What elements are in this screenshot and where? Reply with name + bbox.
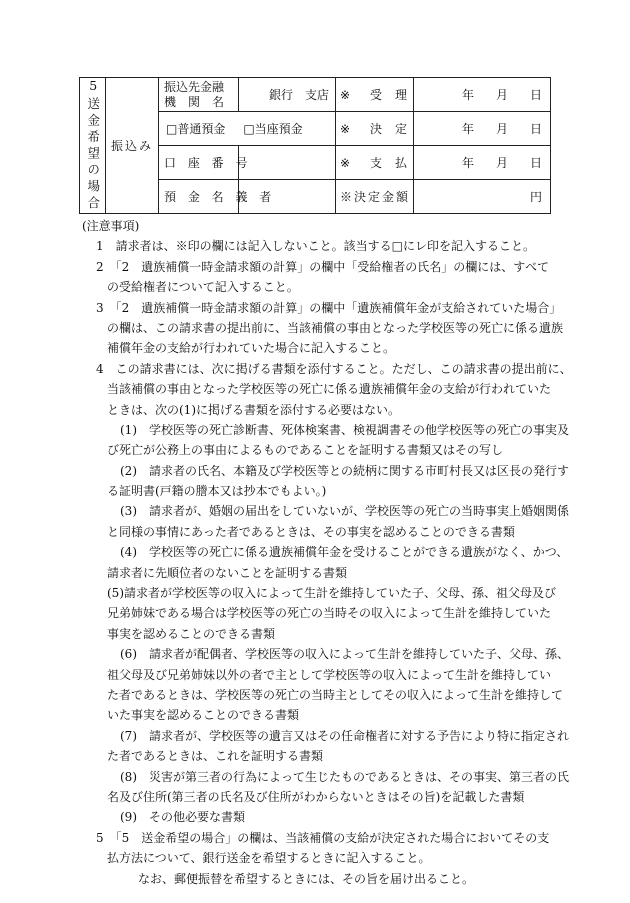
note-line: ときは、次の(1)に掲げる書類を添付する必要はない。	[107, 402, 401, 417]
decision-amount-label: ※決定金額	[340, 190, 411, 204]
received-day: 日	[529, 88, 542, 102]
note-line: 5 「5 送金希望の場合」の欄は、当該補償の支給が決定された場合においてその支	[96, 830, 550, 845]
note-line: (9) その他必要な書類	[120, 810, 245, 825]
section-title-cell	[80, 78, 106, 214]
bank-label-cell	[159, 78, 239, 112]
note-line: (6) 請求者が配偶者、学校医等の収入によって生計を維持していた子、父母、孫、	[120, 647, 570, 662]
payment-year: 年	[461, 156, 474, 170]
received-mark: ※	[340, 88, 351, 102]
branch-unit-label: 支店	[304, 88, 329, 102]
payment-label-b: 払	[394, 156, 407, 170]
note-line: なお、郵便振替を希望するときには、その旨を届け出ること。	[138, 871, 475, 886]
section-title-text: 送金希望の場合	[85, 97, 101, 213]
current-deposit-checkbox[interactable]: □当座預金	[243, 122, 303, 136]
received-label-cell	[336, 78, 414, 112]
note-line: 3 「2 遺族補償一時金請求額の計算」の欄中「遺族補償年金が支給されていた場合」	[96, 300, 562, 315]
received-month: 月	[495, 88, 508, 102]
received-year: 年	[461, 88, 474, 102]
notes-section	[82, 216, 572, 889]
note-line: の欄は、この請求書の提出前に、当該補償の事由となった学校医等の死亡に係る遺族	[107, 320, 564, 335]
received-label-a: 受	[370, 88, 383, 102]
decision-label-a: 決	[370, 122, 383, 136]
transfer-method-label: 振込み	[110, 139, 153, 153]
decision-year: 年	[461, 122, 474, 136]
payment-label-cell	[336, 146, 414, 180]
note-line: 2 「2 遺族補償一時金請求額の計算」の欄中「受給権者の氏名」の欄には、すべて	[96, 259, 550, 274]
section-number: 5	[85, 78, 101, 98]
note-line: 事実を認めることのできる書類	[107, 626, 276, 641]
account-holder-label: 預 金 名 義 者	[164, 190, 276, 204]
decision-month: 月	[495, 122, 508, 136]
transfer-method-cell	[106, 78, 159, 214]
form-row-bank	[80, 78, 551, 112]
note-line: た者であるときは、これを証明する書類	[107, 749, 324, 764]
bank-unit-label: 銀行	[268, 88, 293, 102]
note-line: 祖父母及び兄弟姉妹以外の者で主として学校医等の収入によって生計を維持してい	[107, 667, 552, 682]
decision-label-b: 定	[394, 122, 407, 136]
note-line: (5)請求者が学校医等の収入によって生計を維持していた子、父母、孫、祖父母及び	[107, 586, 557, 601]
decision-label-cell	[336, 112, 414, 146]
section-title	[86, 78, 99, 213]
note-line: 補償年金の支給が行われていた場合に記入すること。	[107, 341, 396, 356]
payment-mark: ※	[340, 156, 351, 170]
received-label-b: 理	[394, 88, 407, 102]
account-number-label-cell	[159, 146, 252, 180]
note-line: 払方法について、銀行送金を希望するときに記入すること。	[107, 851, 431, 866]
decision-date-field[interactable]	[414, 112, 551, 146]
bank-name-field[interactable]	[239, 78, 336, 112]
payment-label-a: 支	[370, 156, 383, 170]
decision-amount-label-cell	[336, 180, 414, 214]
note-line: (3) 請求者が、婚姻の届出をしていないが、学校医等の死亡の当時事実上婚姻関係	[120, 504, 570, 519]
bank-label-line2: 機 関 名	[164, 94, 225, 109]
notes-heading: (注意事項)	[82, 219, 140, 233]
note-line: 1 請求者は、※印の欄には記入しないこと。該当する□にレ印を記入すること。	[96, 239, 535, 254]
note-line: た者であるときは、学校医等の死亡の当時主としてその収入によって生計を維持して	[107, 687, 564, 702]
note-line: (8) 災害が第三者の行為によって生じたものであるときは、その事実、第三者の氏	[120, 769, 570, 784]
payment-date-field[interactable]	[414, 146, 551, 180]
note-line: 名及び住所(第三者の氏名及び住所がわからないときはその旨)を記載した書類	[107, 789, 525, 804]
note-line: (4) 学校医等の死亡に係る遺族補償年金を受けることができる遺族がなく、かつ、	[120, 545, 569, 560]
note-line: る証明書(戸籍の謄本又は抄本でもよい。)	[107, 484, 327, 499]
note-line: 当該補償の事由となった学校医等の死亡に係る遺族補償年金の支給が行われていた	[107, 382, 552, 397]
remittance-form-table	[79, 77, 551, 214]
payment-day: 日	[529, 156, 542, 170]
note-line: 4 この請求書には、次に掲げる書類を添付すること。ただし、この請求書の提出前に、	[96, 361, 572, 376]
yen-unit: 円	[529, 190, 542, 204]
account-number-field[interactable]	[239, 146, 336, 180]
account-number-label: 口 座 番 号	[164, 156, 252, 170]
decision-day: 日	[529, 122, 542, 136]
note-line: び死亡が公務上の事由によるものであることを証明する書類又はその写し	[107, 443, 504, 458]
decision-mark: ※	[340, 122, 351, 136]
note-line: の受給権者について記入すること。	[107, 280, 299, 295]
account-type-cell	[159, 112, 336, 146]
account-holder-label-cell	[159, 180, 276, 214]
received-date-field[interactable]	[414, 78, 551, 112]
note-line: と同様の事情にあった者であるときは、その事実を認めることのできる書類	[107, 524, 515, 539]
bank-label-line1: 振込先金融	[164, 79, 225, 94]
note-line: いた事実を認めることのできる書類	[107, 708, 300, 723]
decision-amount-field[interactable]	[414, 180, 551, 214]
payment-month: 月	[495, 156, 508, 170]
note-line: (2) 請求者の氏名、本籍及び学校医等との続柄に関する市町村長又は区長の発行す	[120, 463, 570, 478]
ordinary-deposit-checkbox[interactable]: □普通預金	[166, 122, 226, 136]
note-line: 請求者に先順位者のないことを証明する書類	[107, 565, 348, 580]
note-line: (1) 学校医等の死亡診断書、死体検案書、検視調書その他学校医等の死亡の事実及	[120, 422, 570, 437]
note-line: 兄弟姉妹である場合は学校医等の死亡の当時その収入によって生計を維持していた	[107, 606, 552, 621]
note-line: (7) 請求者が、学校医等の遺言又はその任命権者に対する予告により特に指定され	[120, 728, 570, 743]
